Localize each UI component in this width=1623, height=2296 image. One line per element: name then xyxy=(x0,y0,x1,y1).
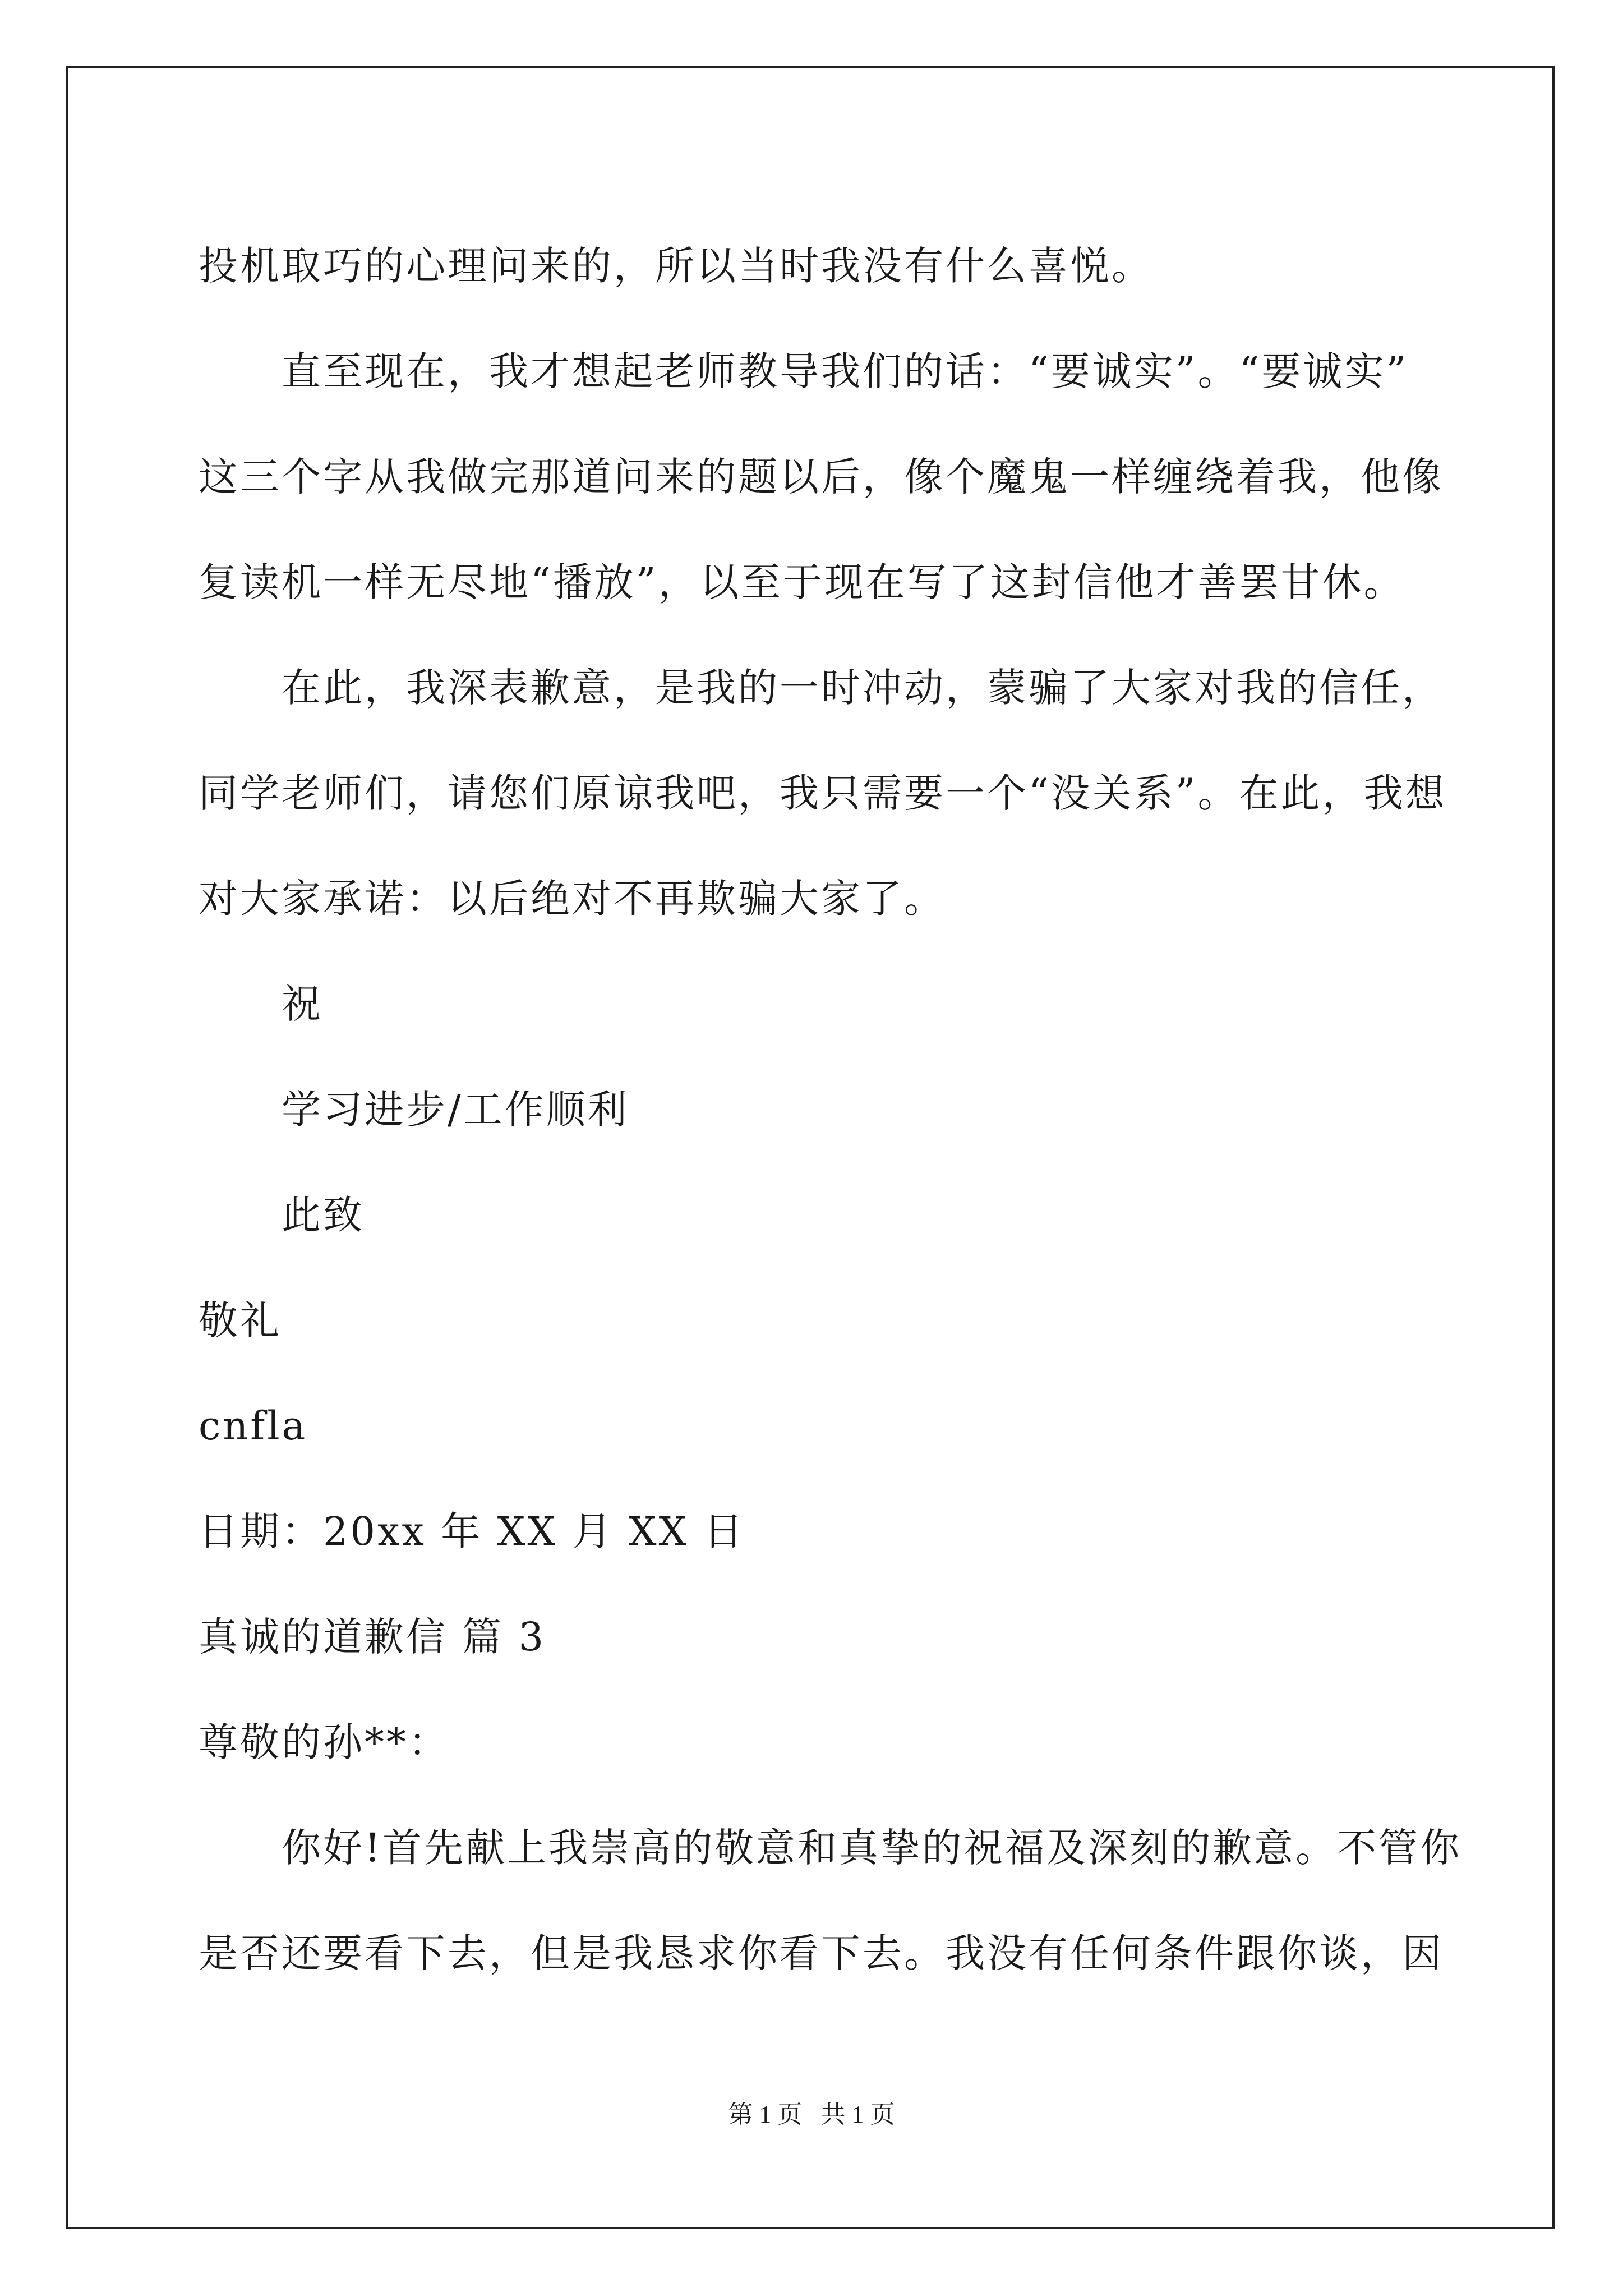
page-number-label: 第 1 页 共 1 页 xyxy=(728,2101,895,2128)
paragraph-line: 这三个字从我做完那道问来的题以后，像个魔鬼一样缠绕着我，他像 xyxy=(199,454,1444,500)
signature: cnfla xyxy=(199,1403,308,1449)
section-heading: 真诚的道歉信 篇 3 xyxy=(199,1614,546,1660)
paragraph-line: 投机取巧的心理问来的，所以当时我没有什么喜悦。 xyxy=(199,243,1153,289)
date-line: 日期：20xx 年 XX 月 XX 日 xyxy=(199,1508,745,1554)
page-footer xyxy=(0,2098,1623,2132)
paragraph-line: 你好!首先献上我崇高的敬意和真挚的祝福及深刻的歉意。不管你 xyxy=(282,1825,1462,1871)
closing-salutation: 此致 xyxy=(282,1192,365,1238)
document-body xyxy=(199,213,1462,2006)
paragraph-line: 复读机一样无尽地“播放”，以至于现在写了这封信他才善罢甘休。 xyxy=(199,559,1405,605)
paragraph-line: 直至现在，我才想起老师教导我们的话：“要诚实”。“要诚实” xyxy=(282,348,1409,394)
closing-wish-content: 学习进步/工作顺利 xyxy=(282,1087,629,1133)
paragraph-line: 对大家承诺：以后绝对不再欺骗大家了。 xyxy=(199,876,946,922)
closing-respect: 敬礼 xyxy=(199,1297,282,1343)
paragraph-line: 同学老师们，请您们原谅我吧，我只需要一个“没关系”。在此，我想 xyxy=(199,770,1447,816)
paragraph-line: 在此，我深表歉意，是我的一时冲动，蒙骗了大家对我的信任， xyxy=(282,665,1444,711)
greeting: 尊敬的孙**： xyxy=(199,1719,450,1765)
paragraph-line: 是否还要看下去，但是我恳求你看下去。我没有任何条件跟你谈，因 xyxy=(199,1930,1444,1976)
closing-wish: 祝 xyxy=(282,981,323,1027)
